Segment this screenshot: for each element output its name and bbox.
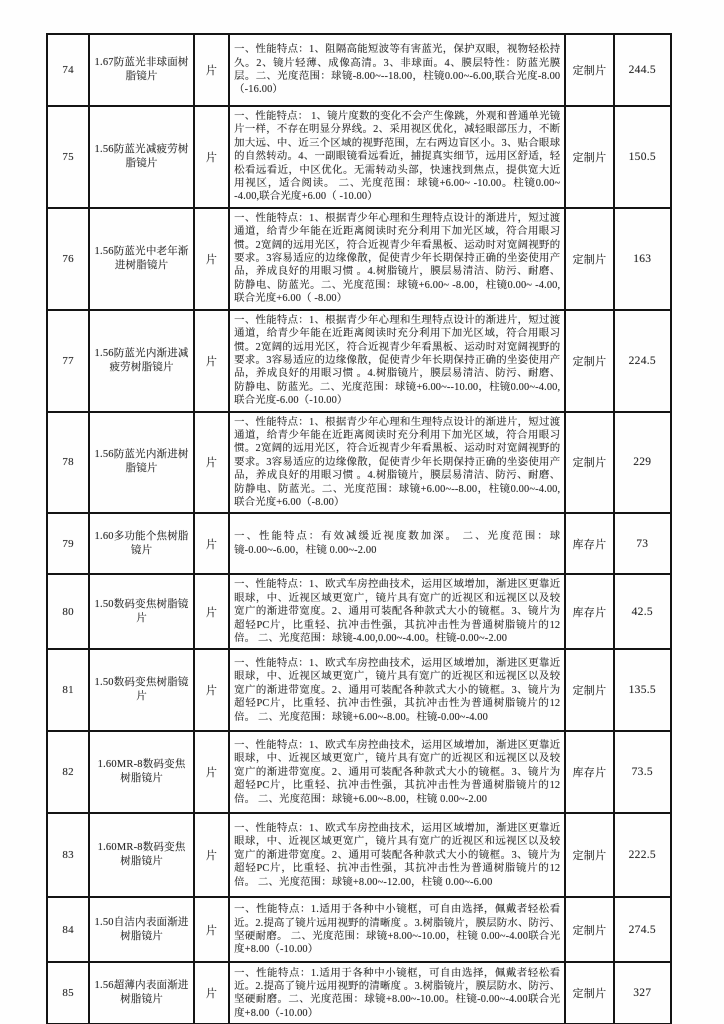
price-cell: 229 <box>614 412 671 514</box>
table-row <box>47 962 671 1024</box>
unit-cell: 片 <box>194 412 229 514</box>
table-row <box>47 310 671 412</box>
description-cell: 一、性能特点：1、欧式车房控曲技术，运用区域增加，渐进区更靠近眼球，中、近视区域更宽广，镜片具有宽广的近视区和远视区以及较宽广的渐进带宽度。2、通用可装配各种款式大小的镜框。3、镜片为超轻PC片，比重轻、抗冲击性强，其抗冲击性为普通树脂镜片的12倍。 二、光度范围：球镜+6.00~-8.00。柱镜-0.00~-4.00 <box>229 649 565 731</box>
table-row <box>47 412 671 514</box>
table-row <box>47 574 671 649</box>
description-cell: 一、性能特点： 1、镜片度数的变化不会产生像跳，外观和普通单光镜片一样，不存在明显分界线。2、采用视区优化，减轻眼部压力，不断加大远、中、近三个区域的视野范围，左右两边盲区小。3、贴合眼球的自然转动。4、一副眼镜看远看近，捕捉真实细节，远用区舒适，轻松看远看近，中区优化。无需转动头部，快速找到焦点，提供宽大近用视区，适合阅读。 二、光度范围：球镜+6.00~ -10.00。柱镜0.00~ -4.00,联合光度+6.00（ -10.00） <box>229 106 565 208</box>
unit-cell: 片 <box>194 731 229 813</box>
product-name-cell: 1.56防蓝光中老年渐进树脂镜片 <box>89 208 194 310</box>
supply-type-cell: 定制片 <box>565 897 613 962</box>
description-cell: 一、性能特点：有效减缓近视度数加深。 二、光度范围：球镜-0.00~-6.00，柱镜 0.00~-2.00 <box>229 513 565 574</box>
unit-cell: 片 <box>194 813 229 897</box>
row-number-cell: 83 <box>47 813 89 897</box>
description-cell: 一、性能特点：1、欧式车房控曲技术，运用区域增加，渐进区更靠近眼球，中、近视区域更宽广，镜片具有宽广的近视区和远视区以及较宽广的渐进带宽度。2、通用可装配各种款式大小的镜框。3、镜片为超轻PC片，比重轻、抗冲击性强，其抗冲击性为普通树脂镜片的12倍。 二、光度范围：球镜-4.00,0.00~-4.00。柱镜-0.00~-2.00 <box>229 574 565 649</box>
row-number-cell: 80 <box>47 574 89 649</box>
description-cell: 一、性能特点：1、欧式车房控曲技术，运用区域增加，渐进区更靠近眼球，中、近视区域更宽广，镜片具有宽广的近视区和远视区以及较宽广的渐进带宽度。2、通用可装配各种款式大小的镜框。3、镜片为超轻PC片，比重轻、抗冲击性强，其抗冲击性为普通树脂镜片的12倍。 二、光度范围：球镜+8.00~-12.00，柱镜 0.00~-6.00 <box>229 813 565 897</box>
lens-price-table <box>46 33 672 1024</box>
row-number-cell: 78 <box>47 412 89 514</box>
price-cell: 73.5 <box>614 731 671 813</box>
row-number-cell: 79 <box>47 513 89 574</box>
unit-cell: 片 <box>194 34 229 106</box>
lens-price-table-body <box>47 34 671 1024</box>
row-number-cell: 81 <box>47 649 89 731</box>
price-cell: 327 <box>614 962 671 1024</box>
product-name-cell: 1.60MR-8数码变焦树脂镜片 <box>89 813 194 897</box>
unit-cell: 片 <box>194 208 229 310</box>
table-row <box>47 897 671 962</box>
price-cell: 135.5 <box>614 649 671 731</box>
supply-type-cell: 定制片 <box>565 310 613 412</box>
price-cell: 42.5 <box>614 574 671 649</box>
product-name-cell: 1.56防蓝光内渐进树脂镜片 <box>89 412 194 514</box>
price-cell: 73 <box>614 513 671 574</box>
description-cell: 一、性能特点：1、根据青少年心理和生理特点设计的渐进片，短过渡通道，给青少年能在近距离阅读时充分利用下加光区域，符合用眼习惯。2宽阔的远用光区，符合近视青少年看黑板、运动时对宽阔视野的要求。3容易适应的边缘像散，促使青少年长期保持正确的坐姿使用产品，养成良好的用眼习惯 。4.树脂镜片，膜层易清洁、防污、耐磨、防静电、防蓝光。二、光度范围：球镜+6.00~--10.00，柱镜0.00~-4.00,联合光度-6.00（-10.00） <box>229 310 565 412</box>
table-row <box>47 513 671 574</box>
unit-cell: 片 <box>194 310 229 412</box>
supply-type-cell: 定制片 <box>565 962 613 1024</box>
product-name-cell: 1.56防蓝光减疲劳树脂镜片 <box>89 106 194 208</box>
row-number-cell: 84 <box>47 897 89 962</box>
price-cell: 163 <box>614 208 671 310</box>
row-number-cell: 85 <box>47 962 89 1024</box>
product-name-cell: 1.56超薄内表面渐进树脂镜片 <box>89 962 194 1024</box>
description-cell: 一、性能特点：1、根据青少年心理和生理特点设计的渐进片，短过渡通道，给青少年能在近距离阅读时充分利用下加光区域，符合用眼习惯。2宽阔的远用光区，符合近视青少年看黑板、运动时对宽阔视野的要求。3容易适应的边缘像散，促使青少年长期保持正确的坐姿使用产品，养成良好的用眼习惯 。4.树脂镜片，膜层易清洁、防污、耐磨、防静电、防蓝光。二、光度范围：球镜+6.00~--8.00，柱镜0.00~-4.00,联合光度+6.00（-8.00） <box>229 412 565 514</box>
description-cell: 一、性能特点：1.适用于各种中小镜框，可自由选择，佩戴者轻松看近。2.提高了镜片远用视野的清晰度 。3.树脂镜片，膜层防水、防污、坚硬耐磨。二、光度范围：球镜+8.00~-10.00。柱镜-0.00~-4.00联合光度+8.00（-10.00） <box>229 962 565 1024</box>
table-row <box>47 731 671 813</box>
price-cell: 244.5 <box>614 34 671 106</box>
unit-cell: 片 <box>194 962 229 1024</box>
price-cell: 274.5 <box>614 897 671 962</box>
unit-cell: 片 <box>194 649 229 731</box>
supply-type-cell: 定制片 <box>565 649 613 731</box>
product-name-cell: 1.60MR-8数码变焦树脂镜片 <box>89 731 194 813</box>
unit-cell: 片 <box>194 106 229 208</box>
description-cell: 一、性能特点：1、阻隔高能短波等有害蓝光，保护双眼，视物轻松持久。2、镜片轻薄、成像高清。3、非球面。4、膜层特性：防蓝光膜层。二、光度范围：球镜-8.00~--18.00，柱镜0.00~-6.00,联合光度-8.00（-16.00） <box>229 34 565 106</box>
product-name-cell: 1.50数码变焦树脂镜片 <box>89 649 194 731</box>
product-name-cell: 1.60多功能个焦树脂镜片 <box>89 513 194 574</box>
row-number-cell: 76 <box>47 208 89 310</box>
supply-type-cell: 定制片 <box>565 412 613 514</box>
unit-cell: 片 <box>194 574 229 649</box>
price-cell: 222.5 <box>614 813 671 897</box>
description-cell: 一、性能特点：1、根据青少年心理和生理特点设计的渐进片，短过渡通道，给青少年能在近距离阅读时充分利用下加光区域，符合用眼习惯。2宽阔的远用光区，符合近视青少年看黑板、运动时对宽阔视野的要求。3容易适应的边缘像散，促使青少年长期保持正确的坐姿使用产品，养成良好的用眼习惯 。4.树脂镜片，膜层易清洁、防污、耐磨、防静电、防蓝光。二、光度范围：球镜+6.00~ -8.00，柱镜0.00~ -4.00,联合光度+6.00（ -8.00） <box>229 208 565 310</box>
row-number-cell: 75 <box>47 106 89 208</box>
unit-cell: 片 <box>194 897 229 962</box>
table-row <box>47 34 671 106</box>
table-row <box>47 649 671 731</box>
supply-type-cell: 定制片 <box>565 813 613 897</box>
description-cell: 一、性能特点：1.适用于各种中小镜框，可自由选择，佩戴者轻松看近。2.提高了镜片远用视野的清晰度 。3.树脂镜片，膜层防水、防污、坚硬耐磨。 二、光度范围：球镜+8.00~-10.00，柱镜 0.00~-4.00联合光度+8.00（-10.00） <box>229 897 565 962</box>
product-name-cell: 1.50数码变焦树脂镜片 <box>89 574 194 649</box>
supply-type-cell: 定制片 <box>565 106 613 208</box>
price-cell: 150.5 <box>614 106 671 208</box>
table-row <box>47 813 671 897</box>
unit-cell: 片 <box>194 513 229 574</box>
product-name-cell: 1.56防蓝光内渐进减疲劳树脂镜片 <box>89 310 194 412</box>
supply-type-cell: 库存片 <box>565 731 613 813</box>
row-number-cell: 77 <box>47 310 89 412</box>
supply-type-cell: 库存片 <box>565 513 613 574</box>
supply-type-cell: 库存片 <box>565 574 613 649</box>
price-cell: 224.5 <box>614 310 671 412</box>
table-row <box>47 106 671 208</box>
supply-type-cell: 定制片 <box>565 34 613 106</box>
row-number-cell: 74 <box>47 34 89 106</box>
product-name-cell: 1.50自洁内表面渐进树脂镜片 <box>89 897 194 962</box>
table-row <box>47 208 671 310</box>
supply-type-cell: 定制片 <box>565 208 613 310</box>
description-cell: 一、性能特点：1、欧式车房控曲技术，运用区域增加，渐进区更靠近眼球，中、近视区域更宽广，镜片具有宽广的近视区和远视区以及较宽广的渐进带宽度。2、通用可装配各种款式大小的镜框。3、镜片为超轻PC片，比重轻、抗冲击性强，其抗冲击性为普通树脂镜片的12倍。 二、光度范围：球镜+6.00~-8.00，柱镜 0.00~-2.00 <box>229 731 565 813</box>
row-number-cell: 82 <box>47 731 89 813</box>
product-name-cell: 1.67防蓝光非球面树脂镜片 <box>89 34 194 106</box>
